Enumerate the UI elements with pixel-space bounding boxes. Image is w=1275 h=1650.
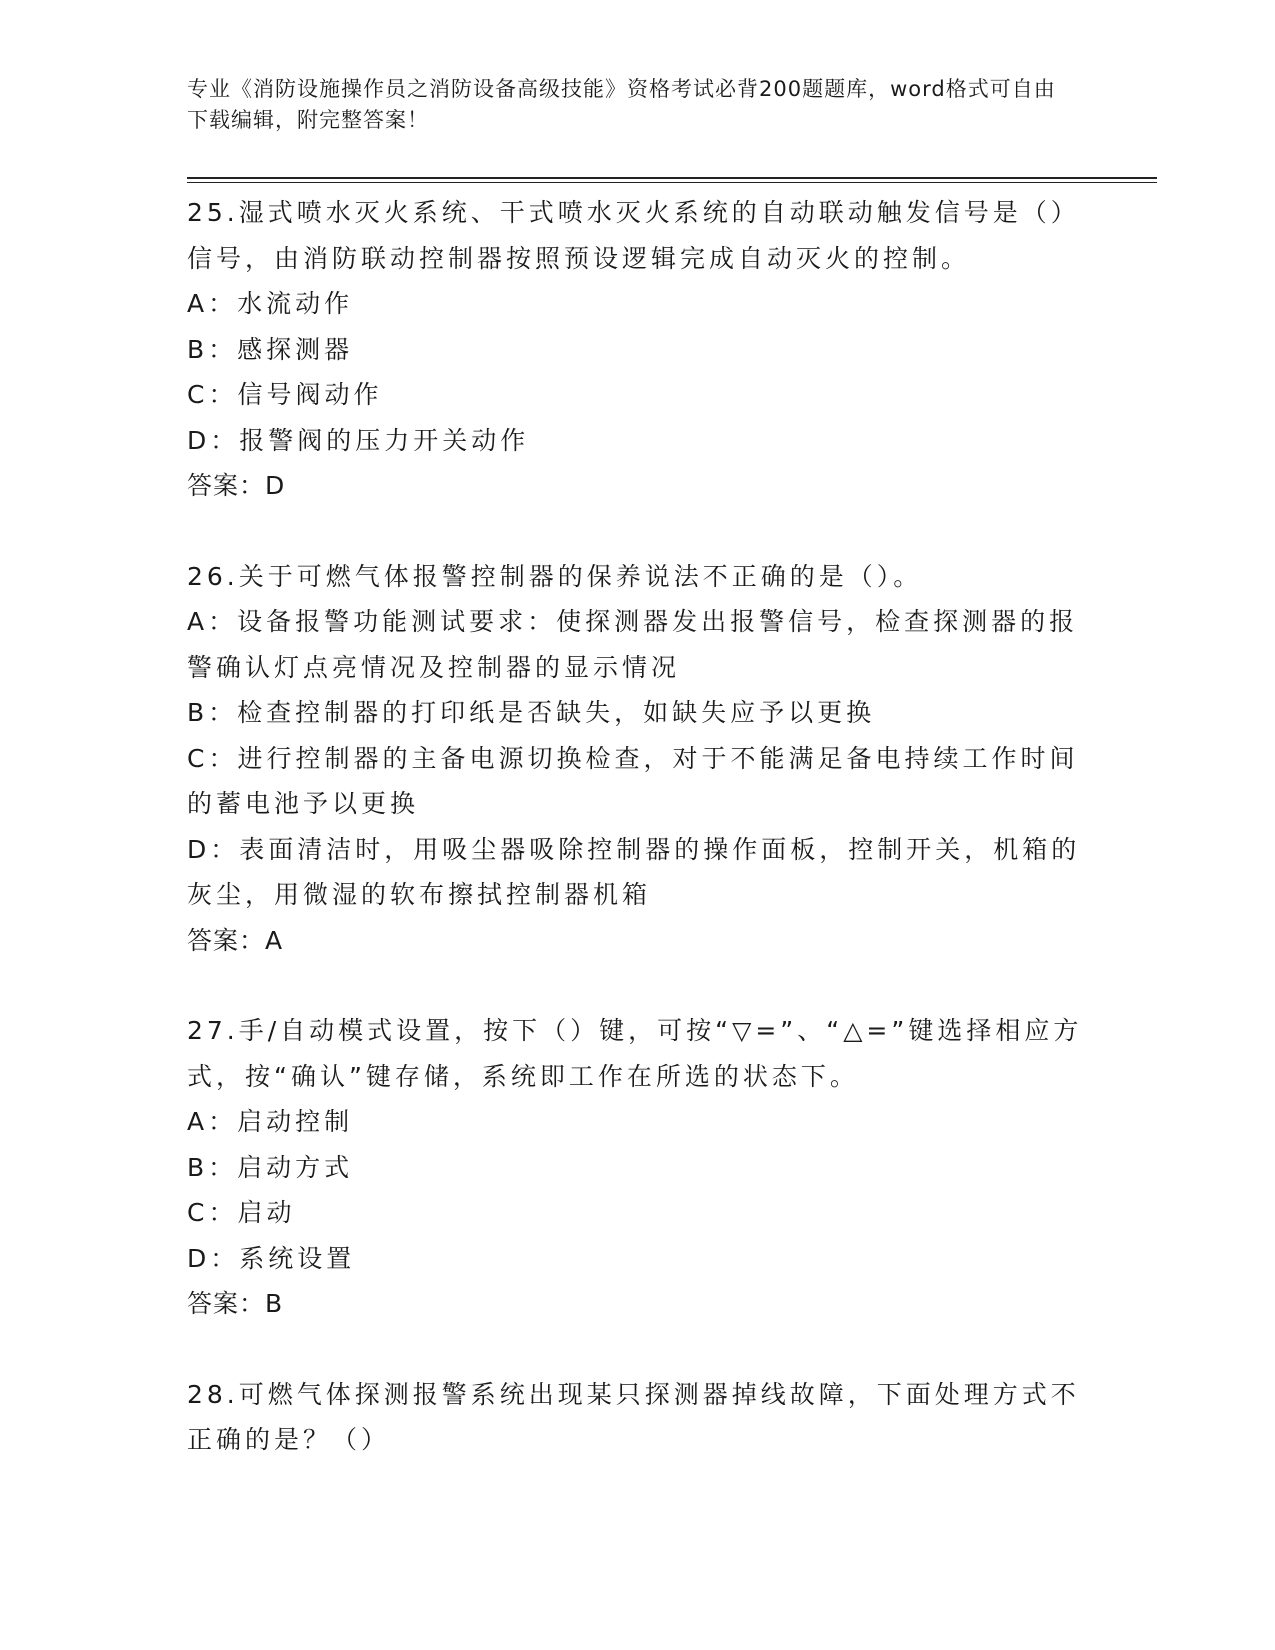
question-list — [187, 190, 1087, 1508]
answer: 答案：A — [187, 925, 284, 955]
option-b: B：检查控制器的打印纸是否缺失，如缺失应予以更换 — [187, 698, 876, 727]
option-b: B：感探测器 — [187, 334, 354, 364]
option-c: C：进行控制器的主备电源切换检查，对于不能满足备电持续工作时间的蓄电池予以更换 — [187, 743, 1079, 818]
question-stem: 25.湿式喷水灭火系统、干式喷水灭火系统的自动联动触发信号是（）信号，由消防联动控制器按照预设逻辑完成自动灭火的控制。 — [187, 198, 1080, 273]
question-stem: 28.可燃气体探测报警系统出现某只探测器掉线故障，下面处理方式不正确的是？（） — [187, 1379, 1080, 1454]
answer: 答案：D — [187, 471, 286, 500]
header-divider-thick — [187, 177, 1157, 179]
option-d: D：表面清洁时，用吸尘器吸除控制器的操作面板，控制开关，机箱的灰尘，用微湿的软布擦拭控制器机箱 — [187, 834, 1081, 909]
option-a: A：设备报警功能测试要求：使探测器发出报警信号，检查探测器的报警确认灯点亮情况及控制器的显示情况 — [187, 607, 1079, 682]
page-header: 专业《消防设施操作员之消防设备高级技能》资格考试必背200题题库，word格式可自由下载编辑，附完整答案！ — [187, 77, 1056, 132]
question-stem: 26.关于可燃气体报警控制器的保养说法不正确的是（）。 — [187, 561, 923, 591]
option-d: D：报警阀的压力开关动作 — [187, 425, 530, 455]
option-a: A：水流动作 — [187, 289, 354, 318]
question-25 — [187, 190, 1087, 509]
option-b: B：启动方式 — [187, 1152, 354, 1182]
question-26 — [187, 554, 1087, 964]
question-27 — [187, 1008, 1087, 1327]
option-c: C：信号阀动作 — [187, 380, 383, 409]
option-d: D：系统设置 — [187, 1243, 356, 1273]
option-a: A：启动控制 — [187, 1107, 354, 1136]
question-stem: 27.手/自动模式设置，按下（）键，可按“▽=”、“△=”键选择相应方式，按“确认”键存储，系统即工作在所选的状态下。 — [187, 1016, 1083, 1091]
answer: 答案：B — [187, 1289, 284, 1318]
header-divider-thin — [187, 182, 1157, 183]
option-c: C：启动 — [187, 1198, 296, 1227]
question-28 — [187, 1372, 1087, 1463]
